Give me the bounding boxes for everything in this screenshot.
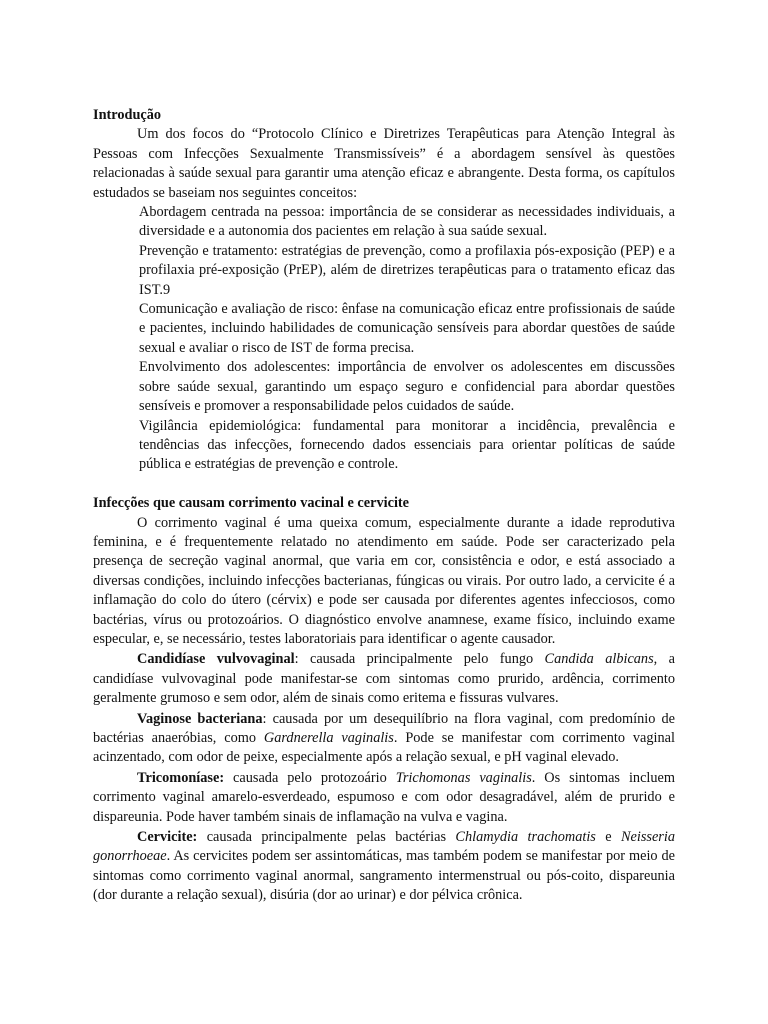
candidiase-text-2: , a candidíase vulvovaginal pode manifestar-se com sintomas como prurido, ardência, corrimento geralmente grumoso e sem odor, além de sinais como eritema e fissuras vulvares.	[93, 651, 675, 707]
candidiase-term: Candidíase vulvovaginal	[137, 651, 295, 668]
concept-item: Comunicação e avaliação de risco: ênfase na comunicação eficaz entre profissionais de saúde e pacientes, incluindo habilidades de comunicação sensíveis para abordar questões de saúde sexual e avaliar o risco de IST de forma precisa.	[139, 301, 675, 356]
cervicite-organism-2: Neisseria gonorrhoeae	[93, 829, 675, 865]
cervicite-text-2: e	[595, 829, 621, 846]
cervicite-text-1: causada principalmente pelas bactérias	[197, 829, 456, 846]
vaginose-text-2: . Pode se manifestar com corrimento vaginal acinzentado, com odor de peixe, especialmente após a relação sexual, e pH vaginal elevado.	[93, 729, 675, 766]
vaginose-paragraph	[93, 710, 675, 768]
intro-heading: Introdução	[93, 107, 162, 123]
cervicite-organism-1: Chlamydia trachomatis	[455, 829, 596, 846]
candidiase-text-1: : causada principalmente pelo fungo	[294, 651, 545, 668]
cervicite-text-3: . As cervicites podem ser assintomáticas, mas também podem se manifestar por meio de sintomas como corrimento vaginal anormal, sangramento intermenstrual ou pós-coito, dispareunia (dor durante a relação sexual), disúria (dor ao urinar) e dor pélvica crônica.	[93, 848, 675, 904]
candidiase-organism: Candida albicans	[544, 651, 654, 668]
concept-item: Envolvimento dos adolescentes: importância de envolver os adolescentes em discussões sobre saúde sexual, garantindo um espaço seguro e confidencial para abordar questões sensíveis e promover a responsabilidade pelos cuidados de saúde.	[139, 359, 675, 415]
tricomoniase-term: Tricomoníase:	[137, 769, 225, 786]
section-paragraph: O corrimento vaginal é uma queixa comum, especialmente durante a idade reprodutiva feminina, e é frequentemente relatado no atendimento em saúde. Pode ser caracterizado pela presença de secreção vaginal anormal, que varia em cor, consistência e odor, e está associado a diversas condições, incluindo infecções bacterianas, fúngicas ou virais. Por outro lado, a cervicite é a inflamação do colo do útero (cérvix) e pode ser causada por diferentes agentes infecciosos, como bactérias, vírus ou protozoários. O diagnóstico envolve anamnese, exame físico, incluindo exame especular, e, se necessário, testes laboratoriais para identificar o agente causador.	[93, 514, 675, 647]
concepts-list	[93, 203, 675, 475]
tricomoniase-text-1: causada pelo protozoário	[224, 769, 396, 786]
intro-paragraph: Um dos focos do “Protocolo Clínico e Diretrizes Terapêuticas para Atenção Integral às Pessoas com Infecções Sexualmente Transmissíveis” é a abordagem sensível às questões relacionadas à saúde sexual para garantir uma atenção eficaz e abrangente. Desta forma, os capítulos estudados se baseiam nos seguintes conceitos:	[93, 126, 675, 201]
candidiase-paragraph	[93, 650, 675, 708]
vaginose-text-1: : causada por um desequilíbrio na flora vaginal, com predomínio de bactérias anaeróbias, como	[93, 710, 676, 746]
section-spacer	[93, 475, 675, 494]
tricomoniase-text-2: . Os sintomas incluem corrimento vaginal amarelo-esverdeado, espumoso e com odor desagradável, além de prurido e dispareunia. Pode haver também sinais de inflamação na vulva e vagina.	[93, 769, 675, 825]
vaginose-term: Vaginose bacteriana	[137, 710, 263, 727]
concept-item: Vigilância epidemiológica: fundamental para monitorar a incidência, prevalência e tendências das infecções, fornecendo dados essenciais para orientar políticas de saúde pública e estratégias de prevenção e controle.	[139, 417, 675, 473]
cervicite-term: Cervicite:	[137, 829, 198, 846]
tricomoniase-paragraph	[93, 769, 675, 827]
concept-item: Prevenção e tratamento: estratégias de prevenção, como a profilaxia pós-exposição (PEP) e a profilaxia pré-exposição (PrEP), além de diretrizes terapêuticas para o tratamento eficaz das IST.9	[139, 242, 675, 298]
tricomoniase-organism: Trichomonas vaginalis	[395, 769, 532, 786]
document-page	[93, 106, 675, 907]
concept-item: Abordagem centrada na pessoa: importância de se considerar as necessidades individuais, a diversidade e a autonomia dos pacientes em relação à sua saúde sexual.	[139, 204, 675, 240]
vaginose-organism: Gardnerella vaginalis	[263, 729, 394, 746]
section-heading: Infecções que causam corrimento vacinal e cervicite	[93, 495, 410, 512]
cervicite-paragraph	[93, 828, 675, 906]
